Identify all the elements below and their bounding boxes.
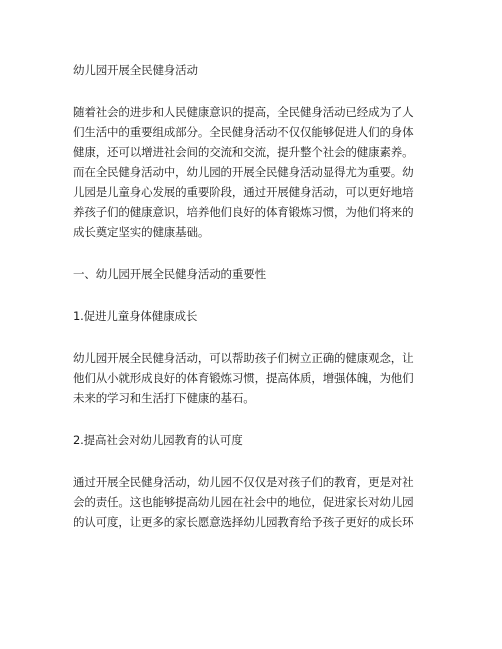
subsection-2-heading: 2.提高社会对幼儿园教育的认可度 <box>73 433 243 447</box>
sub2-line-2: 会的责任。这也能够提高幼儿园在社会中的地位，促进家长对幼儿园 <box>73 495 414 509</box>
sub1-line-3: 未来的学习和生活打下健康的基石。 <box>73 391 255 405</box>
intro-line-6: 养孩子们的健康意识，培养他们良好的体育锻炼习惯，为他们将来的 <box>73 205 414 219</box>
intro-line-7: 成长奠定坚实的健康基础。 <box>73 225 210 239</box>
sub1-line-1: 幼儿园开展全民健身活动，可以帮助孩子们树立正确的健康观念，让 <box>73 351 414 365</box>
intro-line-2: 们生活中的重要组成部分。全民健身活动不仅仅能够促进人们的身体 <box>73 125 414 139</box>
sub2-line-1: 通过开展全民健身活动，幼儿园不仅仅是对孩子们的教育，更是对社 <box>73 475 414 489</box>
sub1-line-2: 他们从小就形成良好的体育锻炼习惯，提高体质，增强体魄，为他们 <box>73 371 414 385</box>
intro-line-3: 健康，还可以增进社会间的交流和交流，提升整个社会的健康素养。 <box>73 145 414 159</box>
intro-line-5: 儿园是儿童身心发展的重要阶段，通过开展健身活动，可以更好地培 <box>73 185 414 199</box>
intro-line-1: 随着社会的进步和人民健康意识的提高，全民健身活动已经成为了人 <box>73 105 414 119</box>
subsection-1-heading: 1.促进儿童身体健康成长 <box>73 309 198 323</box>
section-heading: 一、幼儿园开展全民健身活动的重要性 <box>73 267 266 281</box>
document-title: 幼儿园开展全民健身活动 <box>73 63 198 77</box>
sub2-line-3: 的认可度，让更多的家长愿意选择幼儿园教育给予孩子更好的成长环 <box>73 515 414 529</box>
intro-line-4: 而在全民健身活动中，幼儿园的开展全民健身活动显得尤为重要。幼 <box>73 165 414 179</box>
